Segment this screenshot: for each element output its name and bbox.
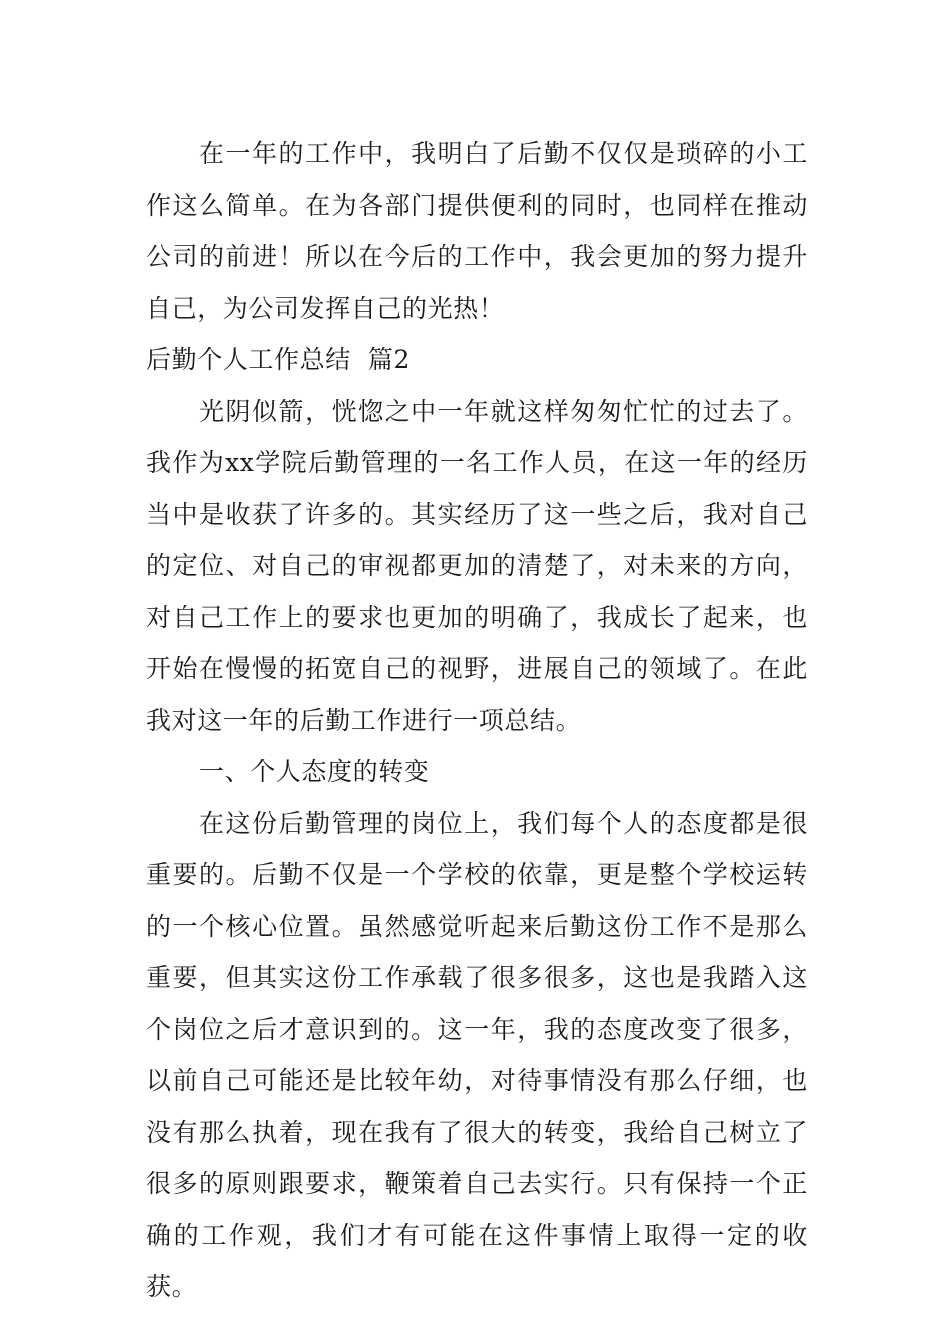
paragraph-attitude-details: 在这份后勤管理的岗位上，我们每个人的态度都是很重要的。后勤不仅是一个学校的依靠，更是整个学校运转的一个核心位置。虽然感觉听起来后勤这份工作不是那么重要，但其实这份工作承载了很多很多，这也是我踏入这个岗位之后才意识到的。这一年，我的态度改变了很多，以前自己可能还是比较年幼，对待事情没有那么仔细，也没有那么执着，现在我有了很大的转变，我给自己树立了很多的原则跟要求，鞭策着自己去实行。只有保持一个正确的工作观，我们才有可能在这件事情上取得一定的收获。 (146, 808, 808, 1301)
section-title-part-2: 后勤个人工作总结 篇2 (146, 345, 411, 374)
paragraph-closing-summary: 在一年的工作中，我明白了后勤不仅仅是琐碎的小工作这么简单。在为各部门提供便利的同时，也同样在推动公司的前进！所以在今后的工作中，我会更加的努力提升自己，为公司发挥自己的光热！ (146, 139, 808, 323)
document-body (146, 128, 808, 1313)
subheading-attitude-change: 一、个人态度的转变 (199, 757, 430, 786)
paragraph-introduction: 光阴似箭，恍惚之中一年就这样匆匆忙忙的过去了。我作为xx学院后勤管理的一名工作人员，在这一年的经历当中是收获了许多的。其实经历了这一些之后，我对自己的定位、对自己的审视都更加的清楚了，对未来的方向，对自己工作上的要求也更加的明确了，我成长了起来，也开始在慢慢的拓宽自己的视野，进展自己的领域了。在此我对这一年的后勤工作进行一项总结。 (146, 396, 808, 735)
